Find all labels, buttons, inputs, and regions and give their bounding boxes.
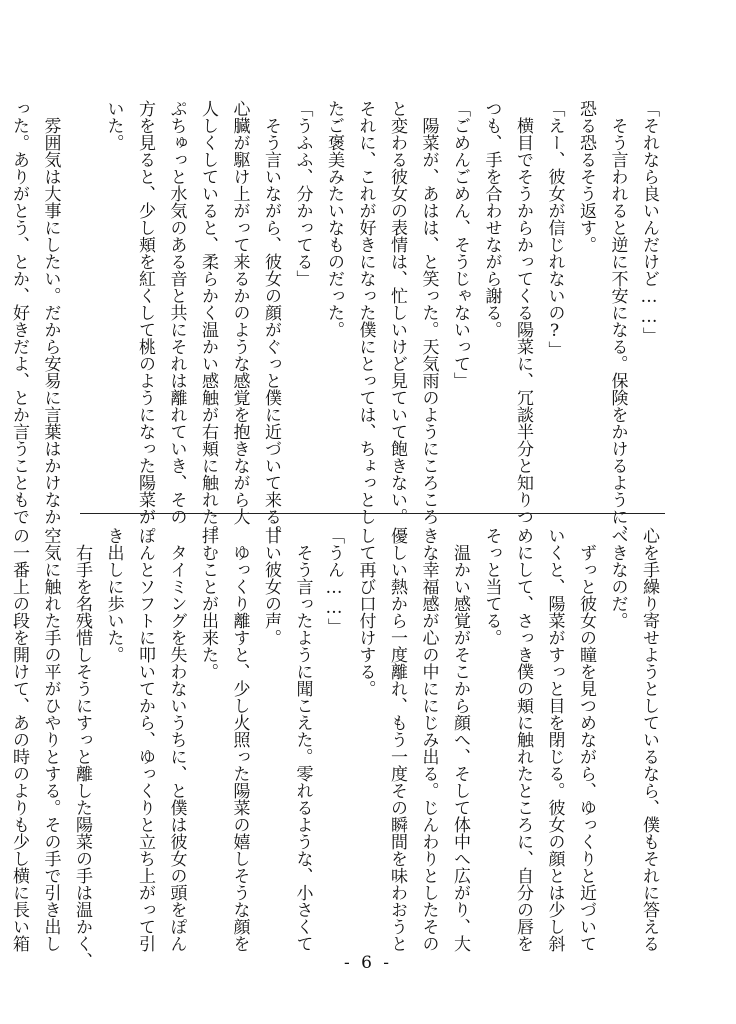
text-line: 優しい熱から一度離れ、もう一度その瞬間を味わおうと [387,527,407,952]
text-line: 恐る恐るそう返す。 [576,100,596,253]
text-line: そう言いながら、彼女の顔がぐっと僕に近づいて来る。 [261,100,281,542]
text-line: きな幸福感が心の中ににじみ出る。じんわりとしたその [418,527,439,952]
text-line: そう言ったように聞こえた。零れるような、小さくて [292,527,313,952]
text-line: 「えー、彼女が信じれないの?」 [544,100,565,358]
text-line: 拝むことが出来た。 [198,527,218,680]
text-line: 心臓が駆け上がって来るかのような感覚を抱きながら大 [229,100,250,525]
text-line: 方を見ると、少し頬を紅くして桃のようになった陽菜が [135,100,155,525]
text-line: 横目でそうからかってくる陽菜に、冗談半分と知りつ [513,100,533,525]
text-line: 空気に触れた手の平がひやりとする。その手で引き出し [40,527,61,952]
text-line: つも、手を合わせながら謝る。 [481,100,502,338]
text-line: べきなのだ。 [607,527,628,629]
text-line: して再び口付けする。 [355,527,376,697]
text-line: の一番上の段を開けて、あの時のよりも少し横に長い箱 [9,527,29,952]
text-line: ゆっくり離すと、少し火照った陽菜の嬉しそうな顔を [229,527,250,952]
upper-text-column [9,100,664,542]
text-line: き出しに歩いた。 [103,527,124,663]
text-line: そう言われると逆に不安になる。保険をかけるように、 [607,100,628,542]
text-line: ぷちゅっと水気のある音と共にそれは離れていき、その [166,100,187,525]
column-divider [80,513,665,514]
text-line: いくと、陽菜がすっと目を閉じる。彼女の顔とは少し斜 [544,527,565,952]
text-line: そっと当てる。 [481,527,502,646]
text-line: 「ごめんごめん、そうじゃないって」 [450,100,470,389]
text-line: めにして、さっき僕の頬に触れたところに、自分の唇を [513,527,533,952]
text-line [66,100,98,498]
text-line: ぽんとソフトに叩いてから、ゆっくりと立ち上がって引 [135,527,155,952]
text-line: 陽菜が、あはは、と笑った。天気雨のようにころころ [418,100,439,525]
text-line: 雰囲気は大事にしたい。だから安易に言葉はかけなか [40,100,61,525]
text-line: タイミングを失わないうちに、と僕は彼女の頭をぽん [166,527,187,952]
text-line: ずっと彼女の瞳を見つめながら、ゆっくりと近づいて [576,527,596,952]
text-line: たご褒美みたいなものだった。 [324,100,344,338]
text-line: 「それなら良いんだけど……」 [639,100,659,344]
text-line: それに、これが好きになった僕にとっては、ちょっとし [355,100,376,525]
text-line: 「うふふ、分かってる」 [292,100,313,287]
text-line: 「うん……」 [324,527,344,635]
page-number: - 6 - [343,953,393,973]
text-line: 温かい感覚がそこから顔へ、そして体中へ広がり、大 [450,527,470,952]
text-line: 心を手繰り寄せようとしているなら、僕もそれに答える [639,527,659,952]
text-line: と変わる彼女の表情は、忙しいけど見ていて飽きない。 [387,100,407,525]
text-line: 右手を名残惜しそうにすっと離した陽菜の手は温かく、 [72,527,92,969]
lower-text-column [9,527,664,969]
text-line: 甘い彼女の声。 [261,527,281,646]
text-line [0,100,3,498]
text-line: いた。 [103,100,124,151]
text-line: った。ありがとう、とか、好きだよ、とか言うこともで [9,100,29,525]
text-line: 人しくしていると、柔らかく温かい感触が右頬に触れた。 [198,100,218,542]
